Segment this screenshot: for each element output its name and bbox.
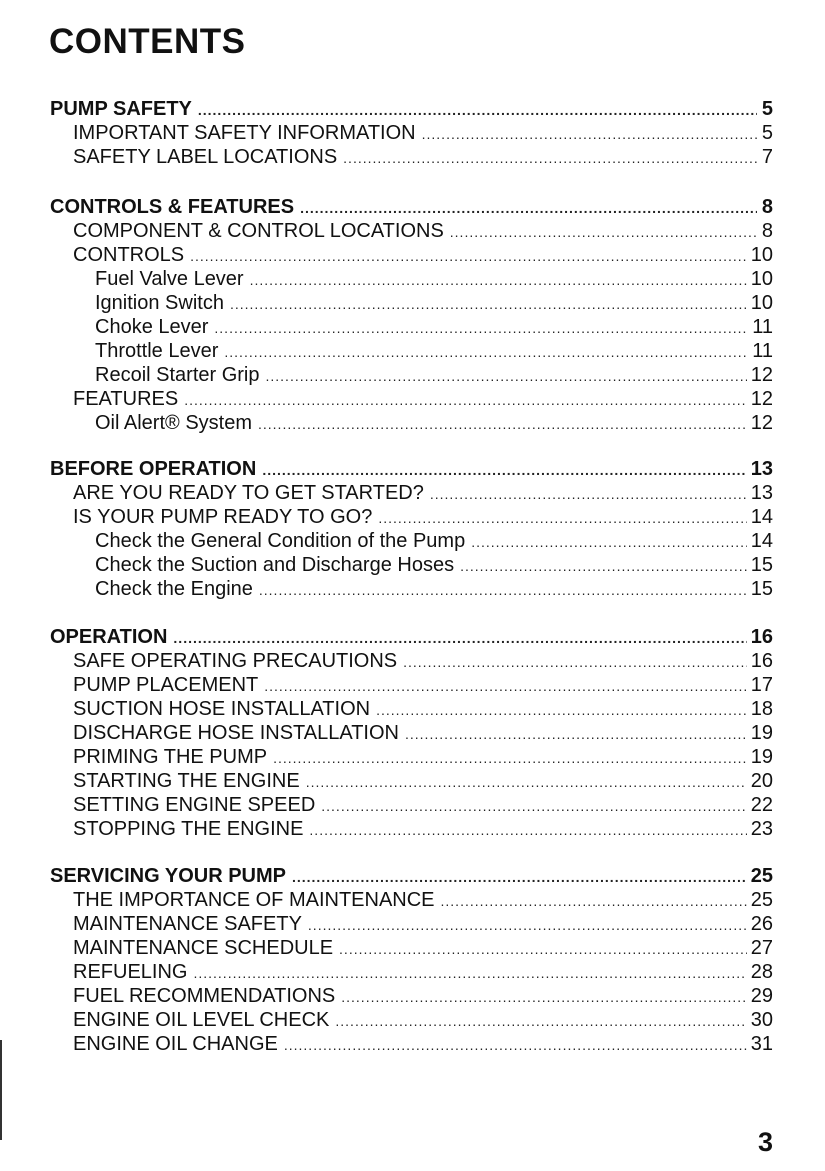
toc-entry [73, 243, 773, 267]
dot-leader [300, 196, 757, 220]
dot-leader [250, 268, 747, 292]
toc-entry-title: REFUELING [73, 961, 188, 983]
toc-entry-title: Check the Engine [95, 578, 253, 600]
toc-entry-page: 20 [750, 770, 773, 792]
toc-entry-page: 12 [750, 364, 773, 386]
toc-entry [73, 481, 773, 505]
edge-mark [0, 1040, 2, 1140]
toc-section-heading [50, 864, 773, 888]
toc-entry-page: 10 [750, 244, 773, 266]
dot-leader [460, 554, 747, 578]
toc-entry-page: 11 [752, 340, 773, 362]
dot-leader [214, 316, 748, 340]
dot-leader [259, 578, 747, 602]
toc-entry-title: SAFE OPERATING PRECAUTIONS [73, 650, 398, 672]
toc-entry [73, 769, 773, 793]
dot-leader [258, 412, 747, 436]
toc-entry-page: 8 [761, 196, 773, 218]
toc-subentry [95, 577, 773, 601]
toc-entry-title: PUMP SAFETY [50, 98, 192, 120]
dot-leader [184, 388, 747, 412]
toc-entry [73, 888, 773, 912]
toc-entry-page: 12 [750, 412, 773, 434]
toc-entry-title: CONTROLS & FEATURES [50, 196, 295, 218]
toc-entry-page: 8 [761, 220, 773, 242]
toc-section-heading [50, 625, 773, 649]
toc-entry [73, 697, 773, 721]
toc-entry-title: MAINTENANCE SAFETY [73, 913, 302, 935]
toc-entry-title: THE IMPORTANCE OF MAINTENANCE [73, 889, 435, 911]
toc-entry [73, 1008, 773, 1032]
toc-entry [73, 673, 773, 697]
dot-leader [262, 458, 746, 482]
toc-entry [73, 960, 773, 984]
dot-leader [273, 746, 747, 770]
toc-entry-title: Recoil Starter Grip [95, 364, 260, 386]
dot-leader [190, 244, 747, 268]
toc-entry-page: 22 [750, 794, 773, 816]
toc-entry-page: 29 [750, 985, 773, 1007]
toc-subentry [95, 411, 773, 435]
toc-entry [73, 649, 773, 673]
toc-entry [73, 817, 773, 841]
toc-subentry [95, 291, 773, 315]
toc-entry-title: ENGINE OIL CHANGE [73, 1033, 278, 1055]
toc-entry [73, 219, 773, 243]
toc-entry-page: 25 [750, 889, 773, 911]
toc-entry-title: OPERATION [50, 626, 168, 648]
toc-entry-title: Check the General Condition of the Pump [95, 530, 466, 552]
toc-entry-title: MAINTENANCE SCHEDULE [73, 937, 334, 959]
toc-entry-page: 26 [750, 913, 773, 935]
dot-leader [403, 650, 747, 674]
toc-entry [73, 984, 773, 1008]
toc-entry-title: Choke Lever [95, 316, 209, 338]
toc-entry-page: 30 [750, 1009, 773, 1031]
toc-entry-title: Throttle Lever [95, 340, 219, 362]
toc-subentry [95, 363, 773, 387]
toc-entry-title: BEFORE OPERATION [50, 458, 257, 480]
toc-section-heading [50, 195, 773, 219]
dot-leader [422, 122, 757, 146]
dot-leader [405, 722, 747, 746]
toc-subentry [95, 267, 773, 291]
dot-leader [376, 698, 747, 722]
dot-leader [308, 913, 747, 937]
toc-entry-title: Fuel Valve Lever [95, 268, 244, 290]
toc-entry [73, 387, 773, 411]
toc-entry [73, 121, 773, 145]
toc-entry-title: IS YOUR PUMP READY TO GO? [73, 506, 373, 528]
dot-leader [284, 1033, 747, 1057]
toc-section-heading [50, 457, 773, 481]
dot-leader [441, 889, 747, 913]
toc-entry-title: STARTING THE ENGINE [73, 770, 300, 792]
dot-leader [198, 98, 757, 122]
dot-leader [321, 794, 746, 818]
toc-entry-title: COMPONENT & CONTROL LOCATIONS [73, 220, 444, 242]
toc-entry-title: FEATURES [73, 388, 179, 410]
dot-leader [450, 220, 757, 244]
toc-entry-title: SAFETY LABEL LOCATIONS [73, 146, 338, 168]
toc-entry-title: Oil Alert® System [95, 412, 252, 434]
dot-leader [471, 530, 747, 554]
toc-entry-page: 28 [750, 961, 773, 983]
dot-leader [335, 1009, 746, 1033]
dot-leader [173, 626, 746, 650]
toc-entry [73, 745, 773, 769]
dot-leader [230, 292, 747, 316]
toc-entry-page: 11 [752, 316, 773, 338]
toc-entry-title: SUCTION HOSE INSTALLATION [73, 698, 371, 720]
dot-leader [266, 364, 747, 388]
toc-entry-title: ENGINE OIL LEVEL CHECK [73, 1009, 330, 1031]
toc-entry [73, 793, 773, 817]
dot-leader [264, 674, 747, 698]
toc-entry-title: PUMP PLACEMENT [73, 674, 259, 696]
toc-entry-title: IMPORTANT SAFETY INFORMATION [73, 122, 416, 144]
toc-entry-title: DISCHARGE HOSE INSTALLATION [73, 722, 399, 744]
toc-entry [73, 1032, 773, 1056]
toc-entry-page: 10 [750, 268, 773, 290]
toc-entry [73, 721, 773, 745]
toc-entry-page: 18 [750, 698, 773, 720]
toc-section-heading [50, 97, 773, 121]
toc-entry-title: ARE YOU READY TO GET STARTED? [73, 482, 424, 504]
toc-entry [73, 912, 773, 936]
toc-entry-page: 15 [750, 554, 773, 576]
dot-leader [306, 770, 747, 794]
toc-entry-page: 27 [750, 937, 773, 959]
toc-entry-title: CONTROLS [73, 244, 185, 266]
toc-subentry [95, 315, 773, 339]
dot-leader [292, 865, 747, 889]
toc-entry-title: Ignition Switch [95, 292, 224, 314]
dot-leader [224, 340, 748, 364]
toc-entry-page: 15 [750, 578, 773, 600]
dot-leader [193, 961, 746, 985]
dot-leader [309, 818, 746, 842]
toc-entry-page: 16 [750, 650, 773, 672]
toc-entry-page: 10 [750, 292, 773, 314]
toc-entry [73, 505, 773, 529]
toc-entry-page: 31 [750, 1033, 773, 1055]
toc-entry [73, 145, 773, 169]
dot-leader [378, 506, 746, 530]
toc-entry-title: PRIMING THE PUMP [73, 746, 268, 768]
toc-entry-title: SERVICING YOUR PUMP [50, 865, 286, 887]
dot-leader [343, 146, 757, 170]
toc-entry-page: 25 [750, 865, 773, 887]
toc-entry-page: 5 [761, 98, 773, 120]
toc-subentry [95, 529, 773, 553]
toc-entry-page: 16 [750, 626, 773, 648]
toc-entry [73, 936, 773, 960]
toc-entry-page: 19 [750, 722, 773, 744]
toc-entry-page: 14 [750, 506, 773, 528]
toc-subentry [95, 553, 773, 577]
toc-entry-page: 7 [761, 146, 773, 168]
toc-entry-page: 17 [750, 674, 773, 696]
page-title: CONTENTS [49, 22, 246, 61]
toc-entry-page: 5 [761, 122, 773, 144]
toc-entry-page: 13 [750, 482, 773, 504]
dot-leader [430, 482, 747, 506]
toc-subentry [95, 339, 773, 363]
toc-entry-title: SETTING ENGINE SPEED [73, 794, 316, 816]
dot-leader [341, 985, 747, 1009]
toc-entry-page: 13 [750, 458, 773, 480]
page-number: 3 [757, 1127, 773, 1157]
dot-leader [339, 937, 747, 961]
toc-entry-title: STOPPING THE ENGINE [73, 818, 304, 840]
toc-entry-page: 12 [750, 388, 773, 410]
toc-entry-page: 14 [750, 530, 773, 552]
toc-entry-page: 23 [750, 818, 773, 840]
toc-entry-page: 19 [750, 746, 773, 768]
toc-entry-title: Check the Suction and Discharge Hoses [95, 554, 455, 576]
toc-entry-title: FUEL RECOMMENDATIONS [73, 985, 336, 1007]
